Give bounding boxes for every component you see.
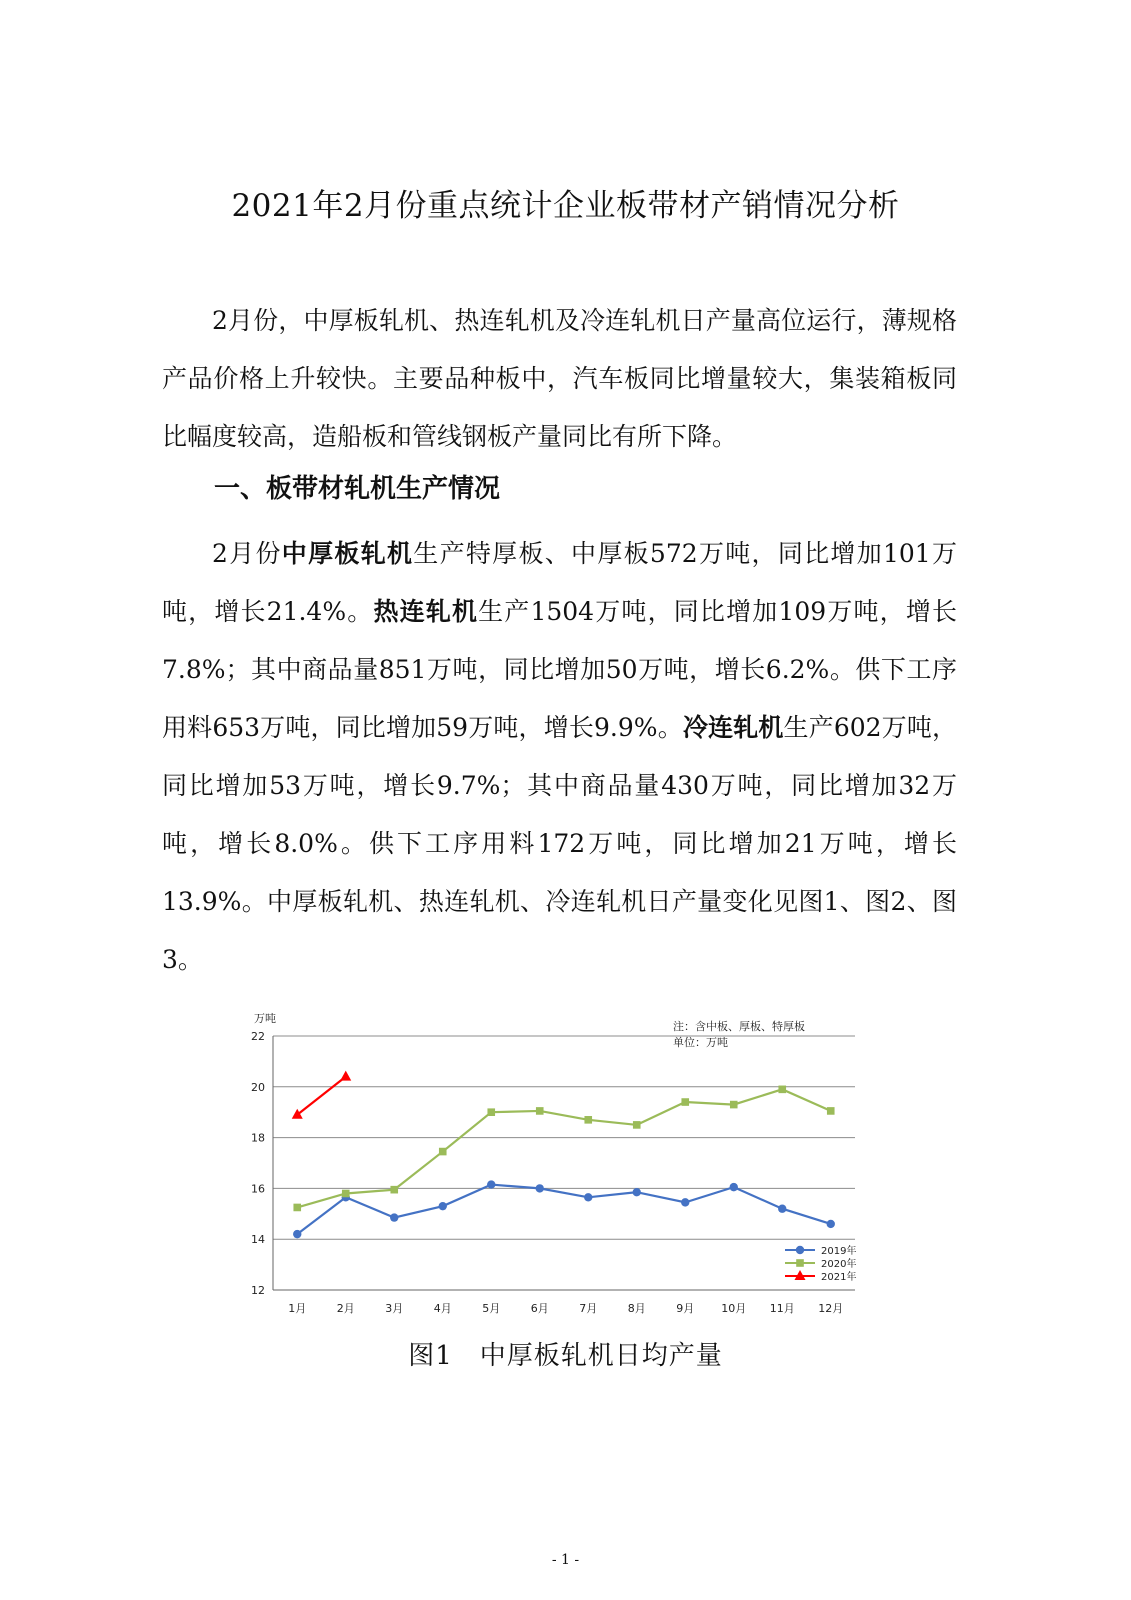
y-tick-label: 16 [251, 1182, 265, 1196]
y-tick-label: 14 [251, 1233, 265, 1247]
data-point [487, 1108, 495, 1116]
x-tick-label: 7月 [579, 1302, 598, 1315]
data-point [536, 1184, 544, 1192]
page-number: - 1 - [551, 1552, 580, 1568]
x-tick-label: 8月 [627, 1302, 646, 1315]
series-line [297, 1089, 831, 1207]
y-tick-label: 18 [251, 1131, 265, 1145]
data-point [796, 1259, 804, 1267]
x-tick-label: 6月 [530, 1302, 549, 1315]
x-tick-label: 9月 [676, 1302, 695, 1315]
section-heading: 一、板带材轧机生产情况 [214, 474, 501, 504]
data-point [342, 1190, 350, 1198]
data-point [827, 1220, 835, 1228]
data-point [778, 1086, 786, 1094]
legend-label: 2019年 [821, 1246, 857, 1257]
line-chart [225, 1008, 905, 1323]
data-point [681, 1098, 689, 1106]
data-point [439, 1202, 447, 1210]
figure-caption: 图1 中厚板轧机日均产量 [408, 1341, 723, 1371]
series-line [297, 1077, 346, 1115]
data-point [827, 1107, 835, 1115]
chart-note: 单位：万吨 [673, 1036, 728, 1049]
y-tick-label: 20 [251, 1080, 265, 1094]
x-tick-label: 4月 [433, 1302, 452, 1315]
text-segment: 生产602万吨，同比增加53万吨，增长9.7%；其中商品量430万吨，同比增加32万吨，增长8.0%。供下工序用料172万吨，同比增加21万吨，增长13.9%。中厚板轧机、热连轧机、冷连轧机日产量变化见图1、图2、图3。 [162, 713, 957, 974]
production-paragraph [162, 525, 957, 989]
data-point [584, 1193, 592, 1201]
mill-name-cold: 冷连轧机 [682, 713, 784, 742]
data-point [487, 1180, 495, 1188]
data-point [730, 1101, 738, 1109]
legend-label: 2021年 [821, 1272, 857, 1283]
x-tick-label: 2月 [336, 1302, 355, 1315]
x-tick-label: 5月 [482, 1302, 501, 1315]
chart-container [225, 1008, 905, 1323]
legend-label: 2020年 [821, 1259, 857, 1270]
intro-paragraph: 2月份，中厚板轧机、热连轧机及冷连轧机日产量高位运行，薄规格产品价格上升较快。主要品种板中，汽车板同比增量较大，集装箱板同比幅度较高，造船板和管线钢板产量同比有所下降。 [162, 306, 957, 451]
mill-name-hot: 热连轧机 [373, 597, 479, 626]
y-tick-label: 22 [251, 1030, 265, 1043]
text-segment: 2月份 [212, 539, 282, 568]
data-point [439, 1148, 447, 1156]
x-tick-label: 3月 [385, 1302, 404, 1315]
data-point [536, 1107, 544, 1115]
data-point [730, 1183, 738, 1191]
text-segment: 生产1504万吨，同比增加109万吨，增长7.8%；其中商品量851万吨，同比增加50万吨，增长6.2%。供下工序用料653万吨，同比增加59万吨，增长9.9%。 [162, 597, 957, 742]
data-point [681, 1198, 689, 1206]
x-tick-label: 10月 [721, 1302, 747, 1315]
data-point [796, 1246, 804, 1254]
x-tick-label: 12月 [818, 1302, 844, 1315]
mill-name-plate: 中厚板轧机 [281, 539, 414, 568]
data-point [293, 1204, 301, 1212]
x-tick-label: 1月 [288, 1302, 307, 1315]
data-point [292, 1109, 303, 1119]
text-segment: 生产特厚板、中厚板572万吨，同比增加101万吨，增长21.4%。 [162, 539, 958, 626]
data-point [633, 1188, 641, 1196]
page-title: 2021年2月份重点统计企业板带材产销情况分析 [231, 188, 900, 224]
data-point [390, 1186, 398, 1194]
data-point [340, 1071, 351, 1081]
x-tick-label: 11月 [769, 1302, 795, 1315]
chart-note: 注：含中板、厚板、特厚板 [673, 1020, 805, 1033]
data-point [293, 1230, 301, 1238]
data-point [778, 1205, 786, 1213]
data-point [633, 1121, 641, 1129]
y-axis-label: 万吨 [254, 1012, 276, 1025]
y-tick-label: 12 [251, 1284, 265, 1297]
data-point [390, 1213, 398, 1221]
data-point [584, 1116, 592, 1124]
